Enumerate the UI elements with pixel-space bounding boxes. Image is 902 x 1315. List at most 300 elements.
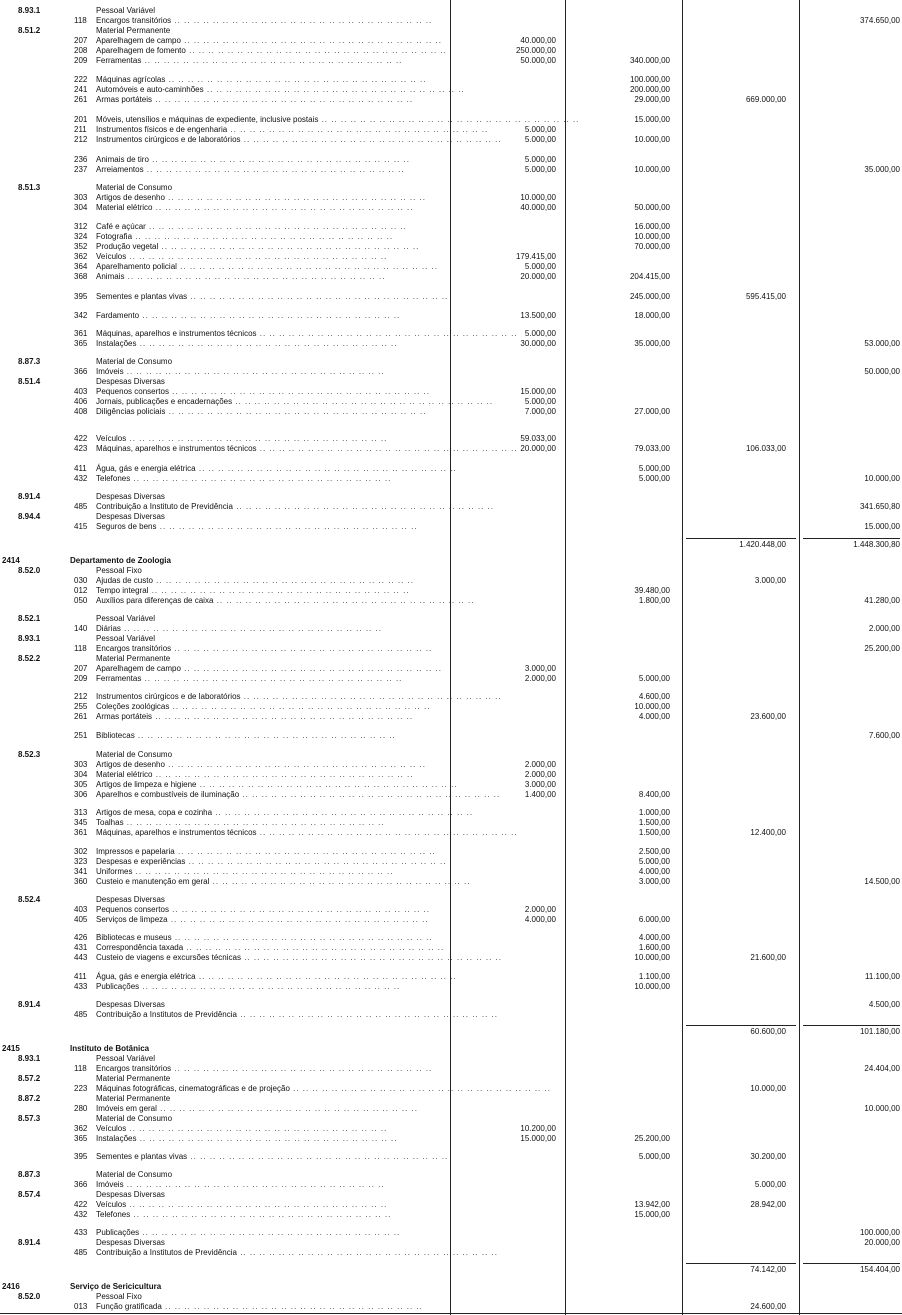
- amount-subtotal: 1.600,00: [638, 943, 670, 952]
- ledger-row: [0, 135, 902, 145]
- item-code: 255: [74, 702, 88, 711]
- leader-dots: .. .. .. .. .. .. .. .. .. .. .. .. .. .. .. .. .. .. .. .. .. .. .. .. .. .. ..: [126, 1124, 388, 1133]
- item-description-text: Café e açúcar: [96, 222, 146, 231]
- amount-item: 5.000,00: [524, 397, 556, 406]
- item-description: [96, 329, 518, 339]
- leader-dots: .. .. .. .. .. .. .. .. .. .. .. .. .. .. .. .. .. .. .. .. .. .. .. .. .. .. ..: [126, 252, 388, 261]
- item-description-text: Automóveis e auto-caminhões: [96, 85, 204, 94]
- item-code: 411: [74, 464, 87, 473]
- item-description: [96, 808, 474, 818]
- ledger-row: [0, 26, 902, 36]
- total-rule: [686, 1025, 796, 1026]
- ledger-row: [0, 522, 902, 532]
- element-code: 8.57.3: [18, 1114, 41, 1123]
- amount-group: 28.942,00: [750, 1200, 786, 1209]
- item-code: 302: [74, 847, 88, 856]
- ledger-row: [0, 624, 902, 634]
- item-code: 050: [74, 596, 88, 605]
- item-description-text: Encargos transitórios: [96, 644, 172, 653]
- item-description-text: Ajudas de custo: [96, 576, 153, 585]
- item-description-text: Custeio de viagens e excursões técnicas: [96, 953, 241, 962]
- item-code: 207: [74, 36, 88, 45]
- item-description-text: Instrumentos cirúrgicos e de laboratórios: [96, 135, 241, 144]
- item-code: 303: [74, 193, 88, 202]
- leader-dots: .. .. .. .. .. .. .. .. .. .. .. .. .. .. .. .. .. .. .. .. .. .. .. .. .. .. ..: [171, 644, 433, 653]
- item-code: 485: [74, 1248, 88, 1257]
- amount-subtotal: 5.000,00: [638, 1152, 670, 1161]
- amount-item: 5.000,00: [524, 262, 556, 271]
- ledger-row: [0, 1302, 902, 1312]
- amount-group: 106.033,00: [745, 444, 786, 453]
- amount-group: 30.200,00: [750, 1152, 786, 1161]
- item-description: [96, 464, 457, 474]
- item-description: [96, 434, 446, 444]
- category-label: Pessoal Variável: [96, 634, 155, 643]
- item-description: [96, 502, 495, 512]
- ledger-row: [0, 252, 902, 262]
- amount-total: 35.000,00: [864, 165, 900, 174]
- item-description-text: Toalhas: [96, 818, 124, 827]
- item-code: 140: [74, 624, 88, 633]
- ledger-row: [0, 586, 902, 596]
- amount-total: 24.404,00: [864, 1064, 900, 1073]
- leader-dots: .. .. .. .. .. .. .. .. .. .. .. .. .. .. .. .. .. .. .. .. .. .. .. .. .. .. ..: [165, 407, 427, 416]
- item-description-text: Máquinas agrícolas: [96, 75, 166, 84]
- item-code: 312: [74, 222, 88, 231]
- item-description-text: Pequenos consertos: [96, 387, 169, 396]
- item-code: 223: [74, 1084, 88, 1093]
- ledger-row: [0, 203, 902, 213]
- ledger-row: [0, 808, 902, 818]
- item-code: 261: [74, 712, 88, 721]
- leader-dots: .. .. .. .. .. .. .. .. .. .. .. .. .. .. .. .. .. .. .. .. .. .. .. .. .. .. ..: [209, 877, 471, 886]
- leader-dots: .. .. .. .. .. .. .. .. .. .. .. .. .. .. .. .. .. .. .. .. .. .. .. .. .. .. ..: [185, 857, 447, 866]
- ledger-row: [0, 828, 902, 838]
- amount-item: 10.200,00: [520, 1124, 556, 1133]
- amount-item: 179.415,00: [515, 252, 556, 261]
- item-description-text: Aparelhos e combustíveis de iluminação: [96, 790, 240, 799]
- amount-subtotal: 10.000,00: [634, 953, 670, 962]
- category-label: Material de Consumo: [96, 750, 173, 759]
- item-code: 362: [74, 1124, 88, 1133]
- item-description-text: Contribuição a Institutos de Previdência: [96, 1010, 237, 1019]
- amount-subtotal: 27.000,00: [634, 407, 670, 416]
- item-description-text: Função gratificada: [96, 1302, 162, 1311]
- element-code: 8.52.4: [18, 895, 41, 904]
- item-description-text: Coleções zoológicas: [96, 702, 170, 711]
- item-description-text: Publicações: [96, 982, 140, 991]
- amount-subtotal: 50.000,00: [634, 203, 670, 212]
- item-description-text: Imóveis em geral: [96, 1104, 157, 1113]
- item-code: 251: [74, 731, 88, 740]
- leader-dots: .. .. .. .. .. .. .. .. .. .. .. .. .. .. .. .. .. .. .. .. .. .. .. .. .. .. ..: [132, 232, 394, 241]
- item-code: 222: [74, 75, 88, 84]
- item-description: [96, 915, 446, 925]
- ledger-row: [0, 1114, 902, 1124]
- item-description: [96, 828, 518, 838]
- ledger-row: [0, 387, 902, 397]
- leader-dots: .. .. .. .. .. .. .. .. .. .. .. .. .. .. .. .. .. .. .. .. .. .. .. .. .. .. ..: [289, 1084, 551, 1093]
- category-label: Despesas Diversas: [96, 492, 165, 501]
- unit-title: Serviço de Sericicultura: [70, 1282, 162, 1291]
- item-description: [96, 857, 446, 867]
- item-description: [96, 165, 446, 175]
- leader-dots: .. .. .. .. .. .. .. .. .. .. .. .. .. .. .. .. .. .. .. .. .. .. .. .. .. .. ..: [145, 222, 407, 231]
- amount-subtotal: 10.000,00: [634, 135, 670, 144]
- item-code: 345: [74, 818, 88, 827]
- leader-dots: .. .. .. .. .. .. .. .. .. .. .. .. .. .. .. .. .. .. .. .. .. .. .. .. .. .. ..: [134, 731, 396, 740]
- leader-dots: .. .. .. .. .. .. .. .. .. .. .. .. .. .. .. .. .. .. .. .. .. .. .. .. .. .. ..: [148, 586, 410, 595]
- item-code: 305: [74, 780, 88, 789]
- amount-subtotal: 15.000,00: [634, 1210, 670, 1219]
- item-description-text: Telefones: [96, 1210, 131, 1219]
- amount-total: 7.600,00: [868, 731, 900, 740]
- total-rule: [0, 1313, 902, 1314]
- amount-item: 50.000,00: [520, 56, 556, 65]
- element-code: 8.57.4: [18, 1190, 41, 1199]
- ledger-row: [0, 502, 902, 512]
- item-description: [96, 1124, 446, 1134]
- ledger-row: [0, 712, 902, 722]
- item-description: [96, 1228, 446, 1238]
- item-description: [96, 292, 449, 302]
- item-description-text: Fotografia: [96, 232, 133, 241]
- amount-group: 10.000,00: [750, 1084, 786, 1093]
- item-code: 341: [74, 867, 88, 876]
- item-description: [96, 731, 446, 741]
- item-code: 212: [74, 692, 88, 701]
- item-description: [96, 155, 446, 165]
- element-code: 8.87.2: [18, 1094, 41, 1103]
- leader-dots: .. .. .. .. .. .. .. .. .. .. .. .. .. .. .. .. .. .. .. .. .. .. .. .. .. .. ..: [240, 135, 502, 144]
- element-code: 8.93.1: [18, 1054, 41, 1063]
- item-description: [96, 847, 446, 857]
- ledger-row: [0, 464, 902, 474]
- amount-subtotal: 245.000,00: [629, 292, 670, 301]
- element-code: 8.51.4: [18, 377, 41, 386]
- leader-dots: .. .. .. .. .. .. .. .. .. .. .. .. .. .. .. .. .. .. .. .. .. .. .. .. .. .. ..: [164, 760, 426, 769]
- total-rule: [803, 1263, 900, 1264]
- item-code: 365: [74, 339, 88, 348]
- unit-code: 2416: [2, 1282, 20, 1291]
- item-description: [96, 193, 446, 203]
- leader-dots: .. .. .. .. .. .. .. .. .. .. .. .. .. .. .. .. .. .. .. .. .. .. .. .. .. .. ..: [256, 828, 518, 837]
- ledger-row: [0, 339, 902, 349]
- item-code: 241: [74, 85, 88, 94]
- item-code: 304: [74, 770, 88, 779]
- leader-dots: .. .. .. .. .. .. .. .. .. .. .. .. .. .. .. .. .. .. .. .. .. .. .. .. .. .. ..: [139, 1228, 401, 1237]
- item-description-text: Arreiamentos: [96, 165, 144, 174]
- ledger-row: [0, 1064, 902, 1074]
- item-description: [96, 232, 446, 242]
- item-description-text: Aparelhagem de campo: [96, 36, 181, 45]
- ledger-row: [0, 972, 902, 982]
- ledger-row: [0, 1074, 902, 1084]
- item-code: 207: [74, 664, 88, 673]
- item-description: [96, 311, 446, 321]
- element-code: 8.52.2: [18, 654, 41, 663]
- ledger-row: [0, 905, 902, 915]
- item-description: [96, 1248, 499, 1258]
- item-description-text: Despesas e experiências: [96, 857, 186, 866]
- ledger-row: [0, 540, 902, 550]
- element-code: 8.91.4: [18, 1238, 41, 1247]
- amount-group: 1.420.448,00: [739, 540, 786, 549]
- amount-item: 30.000,00: [520, 339, 556, 348]
- leader-dots: .. .. .. .. .. .. .. .. .. .. .. .. .. .. .. .. .. .. .. .. .. .. .. .. .. .. ..: [256, 444, 518, 453]
- item-description-text: Aparelhagem de campo: [96, 664, 181, 673]
- amount-total: 11.100,00: [865, 972, 900, 981]
- ledger-row: [0, 1000, 902, 1010]
- amount-total: 10.000,00: [864, 474, 900, 483]
- ledger-row: [0, 1010, 902, 1020]
- item-description-text: Veículos: [96, 1200, 127, 1209]
- ledger-row: [0, 1292, 902, 1302]
- ledger-row: [0, 6, 902, 16]
- element-code: 8.87.3: [18, 357, 41, 366]
- unit-title: Departamento de Zoologia: [70, 556, 171, 565]
- ledger-row: [0, 1190, 902, 1200]
- item-description-text: Seguros de bens: [96, 522, 157, 531]
- category-label: Material Permanente: [96, 654, 171, 663]
- leader-dots: .. .. .. .. .. .. .. .. .. .. .. .. .. .. .. .. .. .. .. .. .. .. .. .. .. .. ..: [256, 329, 518, 338]
- amount-subtotal: 15.000,00: [634, 115, 670, 124]
- ledger-row: [0, 232, 902, 242]
- ledger-row: [0, 377, 902, 387]
- item-code: 304: [74, 203, 88, 212]
- amount-subtotal: 10.000,00: [634, 232, 670, 241]
- item-code: 306: [74, 790, 88, 799]
- item-code: 432: [74, 474, 88, 483]
- category-label: Despesas Diversas: [96, 1000, 165, 1009]
- leader-dots: .. .. .. .. .. .. .. .. .. .. .. .. .. .. .. .. .. .. .. .. .. .. .. .. .. .. ..: [123, 818, 385, 827]
- item-description-text: Imóveis: [96, 367, 124, 376]
- ledger-row: [0, 155, 902, 165]
- leader-dots: .. .. .. .. .. .. .. .. .. .. .. .. .. .. .. .. .. .. .. .. .. .. .. .. .. .. ..: [176, 262, 438, 271]
- item-description: [96, 16, 446, 26]
- category-label: Material de Consumo: [96, 1114, 173, 1123]
- ledger-row: [0, 933, 902, 943]
- item-description: [96, 1210, 446, 1220]
- item-description-text: Publicações: [96, 1228, 140, 1237]
- item-description-text: Telefones: [96, 474, 131, 483]
- element-code: 8.51.2: [18, 26, 41, 35]
- item-code: 403: [74, 387, 88, 396]
- ledger-row: [0, 644, 902, 654]
- item-description: [96, 674, 446, 684]
- item-description-text: Uniformes: [96, 867, 133, 876]
- category-label: Despesas Diversas: [96, 1190, 165, 1199]
- item-description: [96, 943, 446, 953]
- item-description: [96, 522, 446, 532]
- item-code: 433: [74, 982, 88, 991]
- amount-subtotal: 29.000,00: [634, 95, 670, 104]
- amount-total: 41.280,00: [864, 596, 900, 605]
- ledger-row: [0, 566, 902, 576]
- item-description: [96, 85, 465, 95]
- item-description: [96, 75, 446, 85]
- category-label: Despesas Diversas: [96, 377, 165, 386]
- amount-total: 4.500,00: [868, 1000, 900, 1009]
- amount-item: 13.500,00: [520, 311, 556, 320]
- item-description: [96, 982, 446, 992]
- amount-item: 5.000,00: [524, 135, 556, 144]
- leader-dots: .. .. .. .. .. .. .. .. .. .. .. .. .. .. .. .. .. .. .. .. .. .. .. .. .. .. ..: [141, 674, 403, 683]
- ledger-row: [0, 664, 902, 674]
- leader-dots: .. .. .. .. .. .. .. .. .. .. .. .. .. .. .. .. .. .. .. .. .. .. .. .. .. .. ..: [148, 155, 410, 164]
- category-label: Pessoal Fixo: [96, 1292, 142, 1301]
- item-description-text: Material elétrico: [96, 770, 153, 779]
- leader-dots: .. .. .. .. .. .. .. .. .. .. .. .. .. .. .. .. .. .. .. .. .. .. .. .. .. .. ..: [236, 1010, 499, 1019]
- leader-dots: .. .. .. .. .. .. .. .. .. .. .. .. .. .. .. .. .. .. .. .. .. .. .. .. .. .. ..: [136, 1134, 398, 1143]
- item-code: 313: [74, 808, 88, 817]
- leader-dots: .. .. .. .. .. .. .. .. .. .. .. .. .. .. .. .. .. .. .. .. .. .. .. .. .. .. ..: [167, 915, 429, 924]
- ledger-row: [0, 1094, 902, 1104]
- item-code: 342: [74, 311, 88, 320]
- amount-subtotal: 79.033,00: [634, 444, 670, 453]
- amount-item: 10.000,00: [520, 193, 556, 202]
- item-description: [96, 367, 446, 377]
- amount-subtotal: 4.000,00: [638, 933, 670, 942]
- leader-dots: .. .. .. .. .. .. .. .. .. .. .. .. .. .. .. .. .. .. .. .. .. .. .. .. .. .. ..: [130, 1210, 392, 1219]
- item-description: [96, 712, 446, 722]
- element-code: 8.87.3: [18, 1170, 41, 1179]
- category-label: Pessoal Variável: [96, 614, 155, 623]
- ledger-row: [0, 654, 902, 664]
- item-description-text: Imóveis: [96, 1180, 124, 1189]
- item-description: [96, 818, 446, 828]
- unit-title: Instituto de Botânica: [70, 1044, 150, 1053]
- ledger-row: [0, 75, 902, 85]
- element-code: 8.52.3: [18, 750, 41, 759]
- element-code: 8.52.0: [18, 566, 41, 575]
- item-description-text: Sementes e plantas vivas: [96, 1152, 188, 1161]
- item-description-text: Ferramentas: [96, 56, 142, 65]
- amount-subtotal: 18.000,00: [634, 311, 670, 320]
- ledger-row: [0, 262, 902, 272]
- amount-subtotal: 204.415,00: [629, 272, 670, 281]
- ledger-row: [0, 1200, 902, 1210]
- item-description-text: Tempo integral: [96, 586, 149, 595]
- item-code: 361: [74, 329, 88, 338]
- amount-subtotal: 25.200,00: [634, 1134, 670, 1143]
- item-description: [96, 596, 475, 606]
- item-description-text: Artigos de desenho: [96, 760, 165, 769]
- ledger-row: [0, 357, 902, 367]
- item-description: [96, 576, 446, 586]
- amount-total: 341.650,80: [859, 502, 900, 511]
- amount-subtotal: 5.000,00: [638, 474, 670, 483]
- element-code: 8.91.4: [18, 1000, 41, 1009]
- item-description-text: Serviços de limpeza: [96, 915, 168, 924]
- leader-dots: .. .. .. .. .. .. .. .. .. .. .. .. .. .. .. .. .. .. .. .. .. .. .. .. .. .. ..: [132, 867, 394, 876]
- leader-dots: .. .. .. .. .. .. .. .. .. .. .. .. .. .. .. .. .. .. .. .. .. .. .. .. .. .. ..: [136, 339, 398, 348]
- ledger-row: [0, 1054, 902, 1064]
- amount-item: 4.000,00: [524, 915, 556, 924]
- item-description-text: Artigos de mesa, copa e cozinha: [96, 808, 213, 817]
- amount-item: 5.000,00: [524, 329, 556, 338]
- item-code: 212: [74, 135, 88, 144]
- ledger-row: [0, 953, 902, 963]
- item-description: [96, 953, 503, 963]
- leader-dots: .. .. .. .. .. .. .. .. .. .. .. .. .. .. .. .. .. .. .. .. .. .. .. .. .. .. ..: [124, 272, 386, 281]
- item-description-text: Instalações: [96, 1134, 137, 1143]
- leader-dots: .. .. .. .. .. .. .. .. .. .. .. .. .. .. .. .. .. .. .. .. .. .. .. .. .. .. ..: [130, 474, 392, 483]
- category-label: Material de Consumo: [96, 357, 173, 366]
- amount-item: 1.400,00: [524, 790, 556, 799]
- category-label: Despesas Diversas: [96, 1238, 165, 1247]
- item-description: [96, 770, 446, 780]
- leader-dots: .. .. .. .. .. .. .. .. .. .. .. .. .. .. .. .. .. .. .. .. .. .. .. .. .. .. ..: [123, 367, 385, 376]
- item-description: [96, 1180, 446, 1190]
- element-code: 8.94.4: [18, 512, 41, 521]
- item-description: [96, 664, 446, 674]
- category-label: Despesas Diversas: [96, 512, 165, 521]
- amount-group: 595.415,00: [745, 292, 786, 301]
- item-code: 433: [74, 1228, 88, 1237]
- leader-dots: .. .. .. .. .. .. .. .. .. .. .. .. .. .. .. .. .. .. .. .. .. .. .. .. .. .. ..: [203, 85, 465, 94]
- ledger-row: [0, 770, 902, 780]
- amount-item: 2.000,00: [524, 760, 556, 769]
- category-label: Material Permanente: [96, 26, 171, 35]
- item-description: [96, 397, 494, 407]
- item-code: 280: [74, 1104, 88, 1113]
- leader-dots: .. .. .. .. .. .. .. .. .. .. .. .. .. .. .. .. .. .. .. .. .. .. .. .. .. .. ..: [123, 1180, 385, 1189]
- element-code: 8.93.1: [18, 634, 41, 643]
- amount-total: 100.000,00: [859, 1228, 900, 1237]
- unit-code: 2415: [2, 1044, 20, 1053]
- item-description: [96, 262, 446, 272]
- leader-dots: .. .. .. .. .. .. .. .. .. .. .. .. .. .. .. .. .. .. .. .. .. .. .. .. .. .. ..: [180, 36, 442, 45]
- amount-item: 20.000,00: [520, 444, 556, 453]
- ledger-row: [0, 943, 902, 953]
- ledger-row: [0, 434, 902, 444]
- item-description: [96, 790, 501, 800]
- item-description: [96, 407, 446, 417]
- item-description: [96, 272, 446, 282]
- ledger-row: [0, 46, 902, 56]
- leader-dots: .. .. .. .. .. .. .. .. .. .. .. .. .. .. .. .. .. .. .. .. .. .. .. .. .. .. ..: [185, 46, 447, 55]
- item-description: [96, 702, 446, 712]
- amount-subtotal: 1.800,00: [638, 596, 670, 605]
- item-description: [96, 1064, 446, 1074]
- amount-group: 12.400,00: [750, 828, 786, 837]
- item-description: [96, 95, 446, 105]
- amount-item: 40.000,00: [520, 36, 556, 45]
- amount-group: 3.000,00: [754, 576, 786, 585]
- item-description: [96, 444, 518, 454]
- item-description: [96, 867, 446, 877]
- item-code: 366: [74, 1180, 88, 1189]
- amount-item: 5.000,00: [524, 155, 556, 164]
- leader-dots: .. .. .. .. .. .. .. .. .. .. .. .. .. .. .. .. .. .. .. .. .. .. .. .. .. .. ..: [120, 624, 382, 633]
- ledger-row: [0, 1228, 902, 1238]
- item-code: 368: [74, 272, 88, 281]
- leader-dots: .. .. .. .. .. .. .. .. .. .. .. .. .. .. .. .. .. .. .. .. .. .. .. .. .. .. ..: [152, 95, 414, 104]
- item-code: 324: [74, 232, 88, 241]
- ledger-row: [0, 780, 902, 790]
- leader-dots: .. .. .. .. .. .. .. .. .. .. .. .. .. .. .. .. .. .. .. .. .. .. .. .. .. .. ..: [165, 75, 427, 84]
- item-code: 431: [74, 943, 88, 952]
- item-description: [96, 644, 446, 654]
- ledger-row: [0, 183, 902, 193]
- item-description-text: Instrumentos cirúrgicos e de laboratórios: [96, 692, 241, 701]
- ledger-row: [0, 95, 902, 105]
- item-description-text: Pequenos consertos: [96, 905, 169, 914]
- item-description: [96, 387, 446, 397]
- item-description: [96, 877, 471, 887]
- element-code: 8.57.2: [18, 1074, 41, 1083]
